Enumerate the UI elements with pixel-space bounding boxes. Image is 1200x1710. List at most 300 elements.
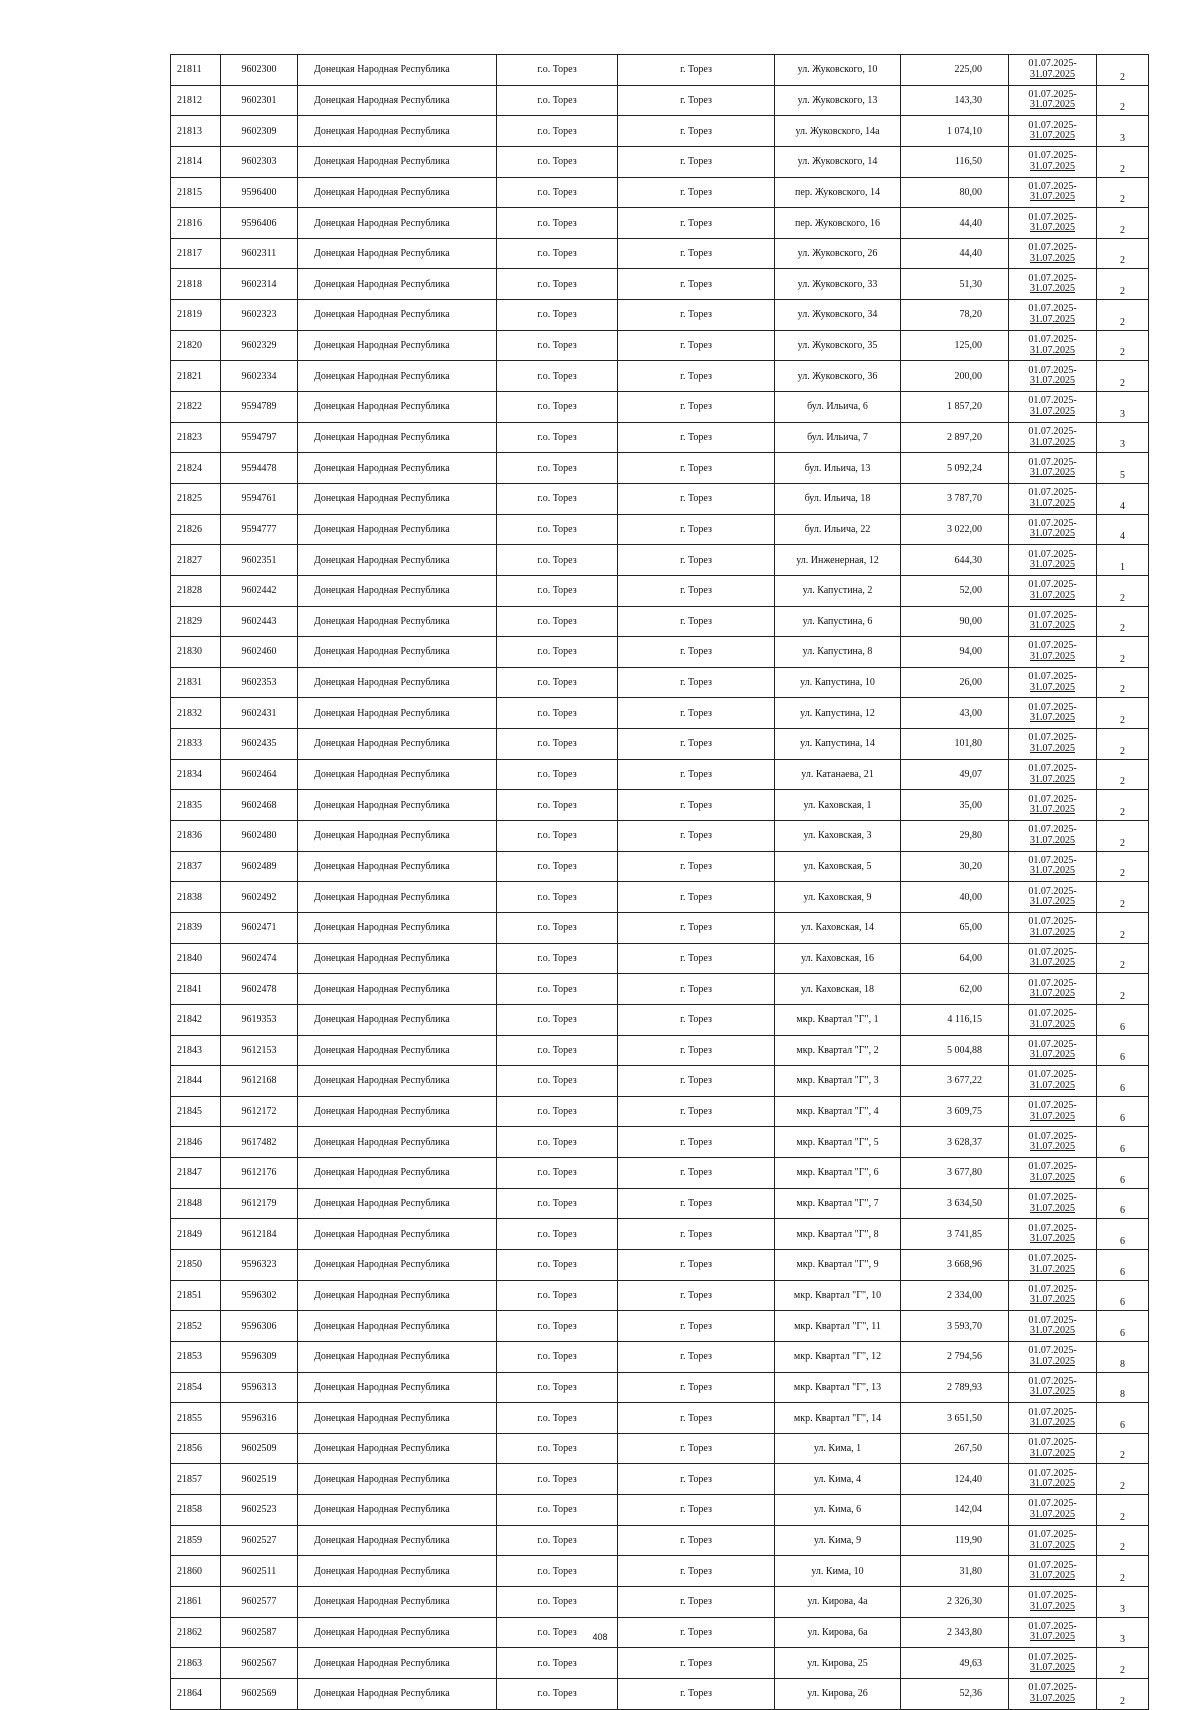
period-end: 31.07.2025 xyxy=(1030,405,1075,417)
district-cell: г.о. Торез xyxy=(497,1341,618,1372)
address-cell: ул. Жуковского, 10 xyxy=(775,55,901,86)
period-start: 01.07.2025- xyxy=(1028,1590,1077,1602)
period-cell xyxy=(1009,300,1097,331)
address-cell: ул. Жуковского, 35 xyxy=(775,330,901,361)
area-cell: 116,50 xyxy=(901,146,1009,177)
region-cell: Донецкая Народная Республика xyxy=(298,85,497,116)
region-cell: Донецкая Народная Республика xyxy=(298,1433,497,1464)
address-cell: ул. Каховская, 1 xyxy=(775,790,901,821)
city-cell: г. Торез xyxy=(618,1556,775,1587)
address-cell: ул. Жуковского, 34 xyxy=(775,300,901,331)
row-number-cell: 21855 xyxy=(171,1403,221,1434)
region-cell: Донецкая Народная Республика xyxy=(298,698,497,729)
period-cell xyxy=(1009,85,1097,116)
region-cell: Донецкая Народная Республика xyxy=(298,1035,497,1066)
area-cell: 200,00 xyxy=(901,361,1009,392)
address-cell: бул. Ильича, 13 xyxy=(775,453,901,484)
count-cell: 2 xyxy=(1097,606,1149,637)
region-cell: Донецкая Народная Республика xyxy=(298,514,497,545)
count-cell: 2 xyxy=(1097,698,1149,729)
period-end: 31.07.2025 xyxy=(1030,467,1075,479)
period-start: 01.07.2025- xyxy=(1028,640,1077,652)
district-cell: г.о. Торез xyxy=(497,1066,618,1097)
period-cell xyxy=(1009,1678,1097,1709)
period-start: 01.07.2025- xyxy=(1028,272,1077,284)
period-cell xyxy=(1009,821,1097,852)
count-cell: 8 xyxy=(1097,1341,1149,1372)
row-number-cell: 21858 xyxy=(171,1495,221,1526)
object-code-cell: 9602442 xyxy=(221,575,298,606)
object-code-cell: 9602519 xyxy=(221,1464,298,1495)
address-cell: ул. Жуковского, 14 xyxy=(775,146,901,177)
period-end: 31.07.2025 xyxy=(1030,344,1075,356)
period-start: 01.07.2025- xyxy=(1028,977,1077,989)
period-cell xyxy=(1009,606,1097,637)
table-row xyxy=(171,238,1149,269)
period-start: 01.07.2025- xyxy=(1028,364,1077,376)
period-end: 31.07.2025 xyxy=(1030,926,1075,938)
table-row xyxy=(171,1096,1149,1127)
district-cell: г.о. Торез xyxy=(497,759,618,790)
row-number-cell: 21842 xyxy=(171,1004,221,1035)
table-row xyxy=(171,974,1149,1005)
region-cell: Донецкая Народная Республика xyxy=(298,1127,497,1158)
period-cell xyxy=(1009,851,1097,882)
city-cell: г. Торез xyxy=(618,453,775,484)
period-start: 01.07.2025- xyxy=(1028,395,1077,407)
period-cell xyxy=(1009,912,1097,943)
row-number-cell: 21825 xyxy=(171,483,221,514)
count-cell: 6 xyxy=(1097,1004,1149,1035)
table-row xyxy=(171,1433,1149,1464)
period-cell xyxy=(1009,1433,1097,1464)
period-end: 31.07.2025 xyxy=(1030,222,1075,234)
area-cell: 3 787,70 xyxy=(901,483,1009,514)
address-cell: ул. Каховская, 5 xyxy=(775,851,901,882)
city-cell: г. Торез xyxy=(618,667,775,698)
object-code-cell: 9602460 xyxy=(221,637,298,668)
period-end: 31.07.2025 xyxy=(1030,1233,1075,1245)
period-end: 31.07.2025 xyxy=(1030,130,1075,142)
region-cell: Донецкая Народная Республика xyxy=(298,330,497,361)
district-cell: г.о. Торез xyxy=(497,1587,618,1618)
period-end: 31.07.2025 xyxy=(1030,896,1075,908)
area-cell: 26,00 xyxy=(901,667,1009,698)
city-cell: г. Торез xyxy=(618,55,775,86)
district-cell: г.о. Торез xyxy=(497,637,618,668)
period-cell xyxy=(1009,208,1097,239)
district-cell: г.о. Торез xyxy=(497,330,618,361)
row-number-cell: 21864 xyxy=(171,1678,221,1709)
row-number-cell: 21835 xyxy=(171,790,221,821)
period-cell xyxy=(1009,330,1097,361)
area-cell: 125,00 xyxy=(901,330,1009,361)
object-code-cell: 9602527 xyxy=(221,1525,298,1556)
row-number-cell: 21852 xyxy=(171,1311,221,1342)
address-cell: ул. Кима, 10 xyxy=(775,1556,901,1587)
city-cell: г. Торез xyxy=(618,1525,775,1556)
row-number-cell: 21863 xyxy=(171,1648,221,1679)
district-cell: г.о. Торез xyxy=(497,238,618,269)
object-code-cell: 9596302 xyxy=(221,1280,298,1311)
period-start: 01.07.2025- xyxy=(1028,854,1077,866)
table-row xyxy=(171,1127,1149,1158)
period-cell xyxy=(1009,422,1097,453)
district-cell: г.о. Торез xyxy=(497,1127,618,1158)
object-code-cell: 9602443 xyxy=(221,606,298,637)
object-code-cell: 9602523 xyxy=(221,1495,298,1526)
count-cell: 2 xyxy=(1097,146,1149,177)
address-cell: ул. Жуковского, 14а xyxy=(775,116,901,147)
object-code-cell: 9617482 xyxy=(221,1127,298,1158)
object-code-cell: 9596309 xyxy=(221,1341,298,1372)
area-cell: 31,80 xyxy=(901,1556,1009,1587)
table-row xyxy=(171,912,1149,943)
region-cell: Донецкая Народная Республика xyxy=(298,790,497,821)
region-cell: Донецкая Народная Республика xyxy=(298,1525,497,1556)
district-cell: г.о. Торез xyxy=(497,1311,618,1342)
area-cell: 5 004,88 xyxy=(901,1035,1009,1066)
area-cell: 2 897,20 xyxy=(901,422,1009,453)
address-cell: ул. Капустина, 14 xyxy=(775,729,901,760)
count-cell: 2 xyxy=(1097,882,1149,913)
address-cell: мкр. Квартал "Г", 13 xyxy=(775,1372,901,1403)
row-number-cell: 21823 xyxy=(171,422,221,453)
period-cell xyxy=(1009,545,1097,576)
object-code-cell: 9602464 xyxy=(221,759,298,790)
period-start: 01.07.2025- xyxy=(1028,1222,1077,1234)
row-number-cell: 21821 xyxy=(171,361,221,392)
period-start: 01.07.2025- xyxy=(1028,548,1077,560)
period-start: 01.07.2025- xyxy=(1028,334,1077,346)
address-cell: ул. Каховская, 14 xyxy=(775,912,901,943)
area-cell: 2 326,30 xyxy=(901,1587,1009,1618)
period-end: 31.07.2025 xyxy=(1030,160,1075,172)
district-cell: г.о. Торез xyxy=(497,1004,618,1035)
region-cell: Донецкая Народная Республика xyxy=(298,545,497,576)
count-cell: 2 xyxy=(1097,575,1149,606)
table-row xyxy=(171,300,1149,331)
city-cell: г. Торез xyxy=(618,361,775,392)
table-row xyxy=(171,1556,1149,1587)
row-number-cell: 21838 xyxy=(171,882,221,913)
count-cell: 2 xyxy=(1097,238,1149,269)
period-start: 01.07.2025- xyxy=(1028,1682,1077,1694)
count-cell: 6 xyxy=(1097,1403,1149,1434)
period-end: 31.07.2025 xyxy=(1030,497,1075,509)
row-number-cell: 21839 xyxy=(171,912,221,943)
area-cell: 3 677,22 xyxy=(901,1066,1009,1097)
period-end: 31.07.2025 xyxy=(1030,1110,1075,1122)
period-start: 01.07.2025- xyxy=(1028,1130,1077,1142)
address-cell: ул. Каховская, 18 xyxy=(775,974,901,1005)
address-cell: ул. Катанаева, 21 xyxy=(775,759,901,790)
address-cell: бул. Ильича, 7 xyxy=(775,422,901,453)
row-number-cell: 21861 xyxy=(171,1587,221,1618)
period-cell xyxy=(1009,1188,1097,1219)
object-code-cell: 9596313 xyxy=(221,1372,298,1403)
region-cell: Донецкая Народная Республика xyxy=(298,208,497,239)
period-start: 01.07.2025- xyxy=(1028,763,1077,775)
district-cell: г.о. Торез xyxy=(497,606,618,637)
object-code-cell: 9612184 xyxy=(221,1219,298,1250)
count-cell: 4 xyxy=(1097,514,1149,545)
period-start: 01.07.2025- xyxy=(1028,885,1077,897)
district-cell: г.о. Торез xyxy=(497,85,618,116)
period-end: 31.07.2025 xyxy=(1030,313,1075,325)
region-cell: Донецкая Народная Республика xyxy=(298,1464,497,1495)
row-number-cell: 21844 xyxy=(171,1066,221,1097)
period-start: 01.07.2025- xyxy=(1028,824,1077,836)
region-cell: Донецкая Народная Республика xyxy=(298,1648,497,1679)
row-number-cell: 21818 xyxy=(171,269,221,300)
object-code-cell: 9602301 xyxy=(221,85,298,116)
object-code-cell: 9594789 xyxy=(221,392,298,423)
row-number-cell: 21811 xyxy=(171,55,221,86)
count-cell: 2 xyxy=(1097,55,1149,86)
address-cell: бул. Ильича, 18 xyxy=(775,483,901,514)
period-start: 01.07.2025- xyxy=(1028,456,1077,468)
table-row xyxy=(171,116,1149,147)
area-cell: 2 334,00 xyxy=(901,1280,1009,1311)
area-cell: 44,40 xyxy=(901,208,1009,239)
period-start: 01.07.2025- xyxy=(1028,916,1077,928)
count-cell: 1 xyxy=(1097,545,1149,576)
table-row xyxy=(171,483,1149,514)
city-cell: г. Торез xyxy=(618,1495,775,1526)
period-end: 31.07.2025 xyxy=(1030,99,1075,111)
period-end: 31.07.2025 xyxy=(1030,1202,1075,1214)
district-cell: г.о. Торез xyxy=(497,361,618,392)
count-cell: 2 xyxy=(1097,330,1149,361)
row-number-cell: 21840 xyxy=(171,943,221,974)
period-cell xyxy=(1009,1004,1097,1035)
period-end: 31.07.2025 xyxy=(1030,283,1075,295)
count-cell: 3 xyxy=(1097,392,1149,423)
region-cell: Донецкая Народная Республика xyxy=(298,821,497,852)
period-start: 01.07.2025- xyxy=(1028,242,1077,254)
city-cell: г. Торез xyxy=(618,759,775,790)
row-number-cell: 21819 xyxy=(171,300,221,331)
period-start: 01.07.2025- xyxy=(1028,1559,1077,1571)
period-cell xyxy=(1009,943,1097,974)
address-cell: ул. Каховская, 9 xyxy=(775,882,901,913)
area-cell: 2 794,56 xyxy=(901,1341,1009,1372)
region-cell: Донецкая Народная Республика xyxy=(298,974,497,1005)
row-number-cell: 21860 xyxy=(171,1556,221,1587)
row-number-cell: 21837 xyxy=(171,851,221,882)
city-cell: г. Торез xyxy=(618,300,775,331)
city-cell: г. Торез xyxy=(618,146,775,177)
district-cell: г.о. Торез xyxy=(497,912,618,943)
district-cell: г.о. Торез xyxy=(497,146,618,177)
city-cell: г. Торез xyxy=(618,882,775,913)
region-cell: Донецкая Народная Республика xyxy=(298,1066,497,1097)
address-cell: мкр. Квартал "Г", 7 xyxy=(775,1188,901,1219)
period-end: 31.07.2025 xyxy=(1030,1539,1075,1551)
district-cell: г.о. Торез xyxy=(497,422,618,453)
count-cell: 6 xyxy=(1097,1066,1149,1097)
area-cell: 3 677,80 xyxy=(901,1158,1009,1189)
region-cell: Донецкая Народная Республика xyxy=(298,116,497,147)
period-start: 01.07.2025- xyxy=(1028,487,1077,499)
district-cell: г.о. Торез xyxy=(497,514,618,545)
address-cell: ул. Кирова, 26 xyxy=(775,1678,901,1709)
period-cell xyxy=(1009,1587,1097,1618)
region-cell: Донецкая Народная Республика xyxy=(298,392,497,423)
period-cell xyxy=(1009,1525,1097,1556)
row-number-cell: 21812 xyxy=(171,85,221,116)
district-cell: г.о. Торез xyxy=(497,545,618,576)
table-row xyxy=(171,1280,1149,1311)
period-end: 31.07.2025 xyxy=(1030,834,1075,846)
period-end: 31.07.2025 xyxy=(1030,712,1075,724)
district-cell: г.о. Торез xyxy=(497,790,618,821)
period-cell xyxy=(1009,1556,1097,1587)
area-cell: 3 022,00 xyxy=(901,514,1009,545)
area-cell: 225,00 xyxy=(901,55,1009,86)
table-row xyxy=(171,208,1149,239)
area-cell: 3 668,96 xyxy=(901,1249,1009,1280)
area-cell: 3 741,85 xyxy=(901,1219,1009,1250)
district-cell: г.о. Торез xyxy=(497,483,618,514)
period-end: 31.07.2025 xyxy=(1030,1478,1075,1490)
table-row xyxy=(171,514,1149,545)
period-end: 31.07.2025 xyxy=(1030,1263,1075,1275)
period-end: 31.07.2025 xyxy=(1030,1049,1075,1061)
object-code-cell: 9612153 xyxy=(221,1035,298,1066)
period-cell xyxy=(1009,667,1097,698)
district-cell: г.о. Торез xyxy=(497,1096,618,1127)
period-cell xyxy=(1009,177,1097,208)
address-cell: мкр. Квартал "Г", 6 xyxy=(775,1158,901,1189)
area-cell: 51,30 xyxy=(901,269,1009,300)
address-cell: ул. Каховская, 3 xyxy=(775,821,901,852)
district-cell: г.о. Торез xyxy=(497,1249,618,1280)
area-cell: 124,40 xyxy=(901,1464,1009,1495)
period-end: 31.07.2025 xyxy=(1030,68,1075,80)
address-cell: ул. Кима, 4 xyxy=(775,1464,901,1495)
address-cell: ул. Кима, 1 xyxy=(775,1433,901,1464)
region-cell: Донецкая Народная Республика xyxy=(298,1678,497,1709)
object-code-cell: 9602468 xyxy=(221,790,298,821)
address-cell: ул. Кирова, 4а xyxy=(775,1587,901,1618)
table-row xyxy=(171,943,1149,974)
row-number-cell: 21815 xyxy=(171,177,221,208)
address-cell: ул. Капустина, 10 xyxy=(775,667,901,698)
count-cell: 2 xyxy=(1097,821,1149,852)
period-start: 01.07.2025- xyxy=(1028,1192,1077,1204)
period-start: 01.07.2025- xyxy=(1028,1283,1077,1295)
row-number-cell: 21822 xyxy=(171,392,221,423)
city-cell: г. Торез xyxy=(618,1096,775,1127)
period-cell xyxy=(1009,1372,1097,1403)
count-cell: 6 xyxy=(1097,1219,1149,1250)
count-cell: 6 xyxy=(1097,1311,1149,1342)
period-cell xyxy=(1009,392,1097,423)
table-row xyxy=(171,575,1149,606)
period-end: 31.07.2025 xyxy=(1030,1692,1075,1704)
period-cell xyxy=(1009,729,1097,760)
period-cell xyxy=(1009,1280,1097,1311)
district-cell: г.о. Торез xyxy=(497,821,618,852)
period-cell xyxy=(1009,1066,1097,1097)
region-cell: Донецкая Народная Республика xyxy=(298,300,497,331)
period-cell xyxy=(1009,1311,1097,1342)
count-cell: 2 xyxy=(1097,208,1149,239)
area-cell: 1 857,20 xyxy=(901,392,1009,423)
region-cell: Донецкая Народная Республика xyxy=(298,177,497,208)
area-cell: 44,40 xyxy=(901,238,1009,269)
area-cell: 29,80 xyxy=(901,821,1009,852)
table-row xyxy=(171,759,1149,790)
city-cell: г. Торез xyxy=(618,637,775,668)
table-row xyxy=(171,1464,1149,1495)
table-row xyxy=(171,1188,1149,1219)
object-code-cell: 9602567 xyxy=(221,1648,298,1679)
area-cell: 2 343,80 xyxy=(901,1617,1009,1648)
region-cell: Донецкая Народная Республика xyxy=(298,1004,497,1035)
address-cell: ул. Жуковского, 36 xyxy=(775,361,901,392)
row-number-cell: 21833 xyxy=(171,729,221,760)
region-cell: Донецкая Народная Республика xyxy=(298,146,497,177)
period-end: 31.07.2025 xyxy=(1030,1018,1075,1030)
district-cell: г.о. Торез xyxy=(497,943,618,974)
period-start: 01.07.2025- xyxy=(1028,180,1077,192)
object-code-cell: 9594761 xyxy=(221,483,298,514)
address-cell: ул. Кирова, 6а xyxy=(775,1617,901,1648)
district-cell: г.о. Торез xyxy=(497,1219,618,1250)
area-cell: 62,00 xyxy=(901,974,1009,1005)
area-cell: 142,04 xyxy=(901,1495,1009,1526)
period-start: 01.07.2025- xyxy=(1028,1100,1077,1112)
district-cell: г.о. Торез xyxy=(497,1648,618,1679)
row-number-cell: 21836 xyxy=(171,821,221,852)
area-cell: 49,63 xyxy=(901,1648,1009,1679)
city-cell: г. Торез xyxy=(618,729,775,760)
region-cell: Донецкая Народная Республика xyxy=(298,1280,497,1311)
city-cell: г. Торез xyxy=(618,422,775,453)
address-cell: мкр. Квартал "Г", 11 xyxy=(775,1311,901,1342)
city-cell: г. Торез xyxy=(618,912,775,943)
object-code-cell: 9596406 xyxy=(221,208,298,239)
row-number-cell: 21834 xyxy=(171,759,221,790)
district-cell: г.о. Торез xyxy=(497,882,618,913)
address-cell: бул. Ильича, 6 xyxy=(775,392,901,423)
period-cell xyxy=(1009,514,1097,545)
region-cell: Донецкая Народная Республика xyxy=(298,851,497,882)
area-cell: 30,20 xyxy=(901,851,1009,882)
city-cell: г. Торез xyxy=(618,790,775,821)
address-cell: мкр. Квартал "Г", 10 xyxy=(775,1280,901,1311)
area-cell: 143,30 xyxy=(901,85,1009,116)
table-row xyxy=(171,729,1149,760)
region-cell: Донецкая Народная Республика xyxy=(298,1219,497,1250)
table-row xyxy=(171,851,1149,882)
period-cell xyxy=(1009,238,1097,269)
city-cell: г. Торез xyxy=(618,1403,775,1434)
city-cell: г. Торез xyxy=(618,1617,775,1648)
period-end: 31.07.2025 xyxy=(1030,650,1075,662)
city-cell: г. Торез xyxy=(618,269,775,300)
region-cell: Донецкая Народная Республика xyxy=(298,1587,497,1618)
count-cell: 2 xyxy=(1097,667,1149,698)
period-start: 01.07.2025- xyxy=(1028,1314,1077,1326)
count-cell: 6 xyxy=(1097,1249,1149,1280)
count-cell: 2 xyxy=(1097,974,1149,1005)
table-row xyxy=(171,821,1149,852)
table-row xyxy=(171,1495,1149,1526)
